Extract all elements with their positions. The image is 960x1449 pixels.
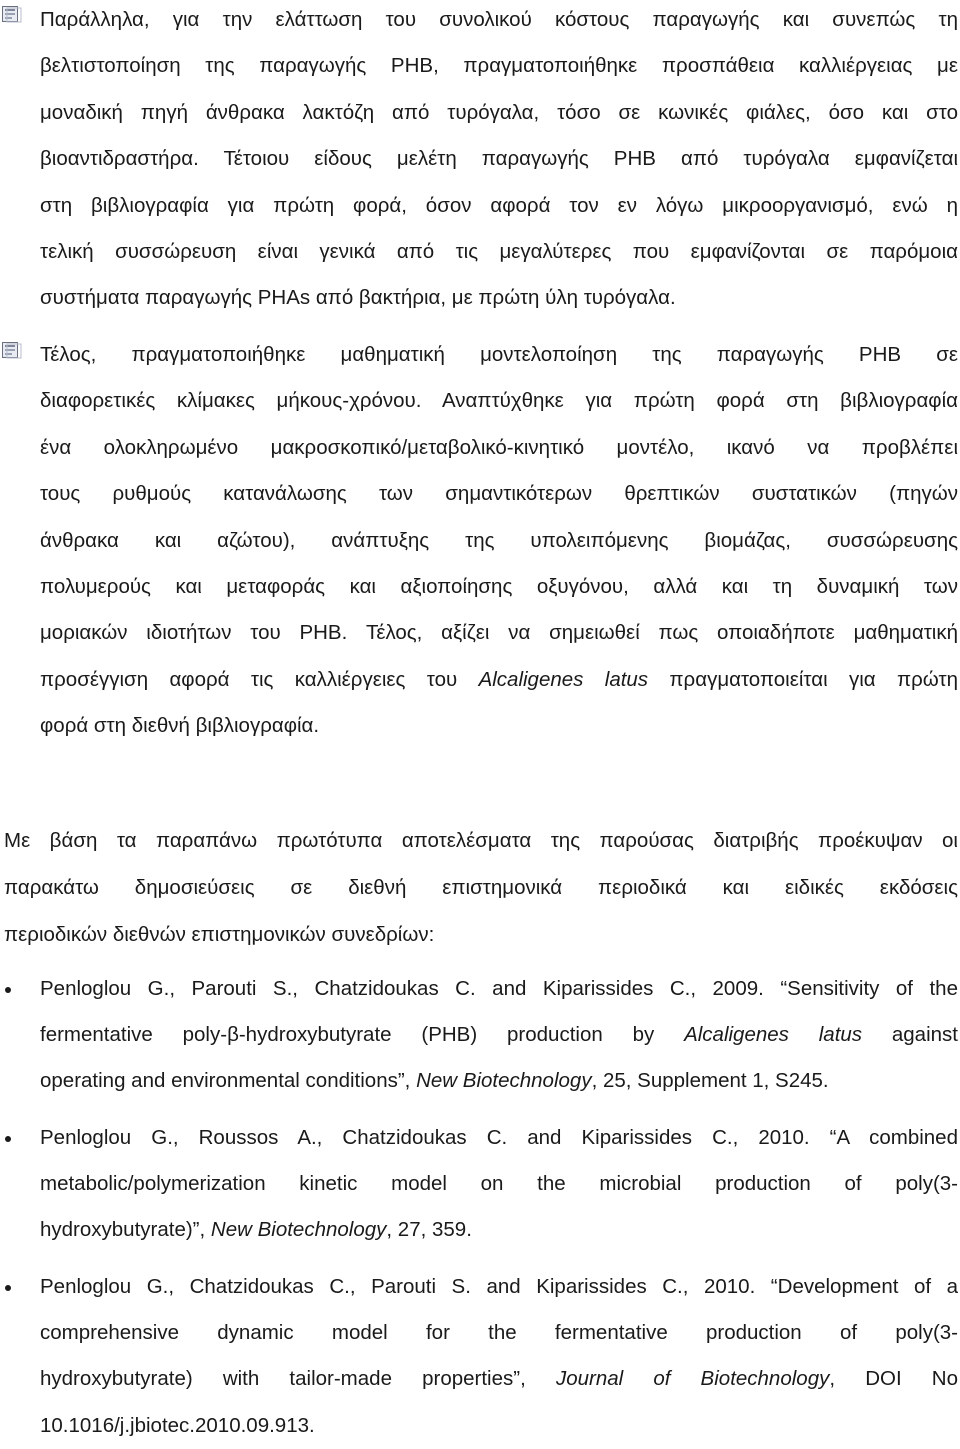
text-line: παρακάτω δημοσιεύσεις σε διεθνή επιστημονικά περιοδικά και ειδικές εκδόσεις	[4, 876, 958, 899]
round-bullet-icon	[5, 1136, 11, 1142]
text-line: Penloglou G., Roussos A., Chatzidoukas C. and Kiparissides C., 2010. “A combined	[40, 1126, 958, 1149]
text-line-with-species	[40, 657, 958, 703]
text-line: άνθρακα και αζώτου), ανάπτυξης της υπολειπόμενης βιομάζας, συσσώρευσης	[40, 528, 958, 552]
text-line	[40, 1207, 958, 1253]
text-segment: , 25, Supplement 1, S245.	[591, 1069, 829, 1093]
text-line: Penloglou G., Chatzidoukas C., Parouti S. and Kiparissides C., 2010. “Development of a	[40, 1275, 958, 1298]
text-line: Με βάση τα παραπάνω πρωτότυπα αποτελέσματα της παρούσας διατριβής προέκυψαν οι	[4, 829, 958, 852]
text-segment: operating and environmental conditions”,	[40, 1069, 417, 1093]
text-line: φορά στη διεθνή βιβλιογραφία.	[40, 714, 320, 738]
round-bullet-icon	[5, 987, 11, 993]
text-line: τελική συσσώρευση είναι γενικά από τις μεγαλύτερες που εμφανίζονται σε παρόμοια	[40, 240, 958, 264]
species-name: Alcaligenes latus	[478, 667, 649, 691]
text-line: διαφορετικές κλίμακες μήκους-χρόνου. Αναπτύχθηκε για πρώτη φορά στη βιβλιογραφία	[40, 389, 958, 413]
text-line	[40, 1058, 958, 1104]
text-line: comprehensive dynamic model for the fermentative production of poly(3-	[40, 1321, 958, 1345]
document-picture-bullet-icon	[2, 342, 22, 359]
text-line	[40, 1012, 958, 1058]
text-line: στη βιβλιογραφία για πρώτη φορά, όσον αφορά τον εν λόγω μικροοργανισμό, ενώ η	[40, 193, 958, 217]
text-segment: , 27, 359.	[386, 1218, 472, 1242]
journal-name: New Biotechnology	[416, 1069, 592, 1093]
text-line: συστήματα παραγωγής PHAs από βακτήρια, με πρώτη ύλη τυρόγαλα.	[40, 286, 676, 310]
text-segment: fermentative poly-β-hydroxybutyrate (PHB) production by	[40, 1023, 685, 1047]
text-line: βελτιστοποίηση της παραγωγής PHB, πραγματοποιήθηκε προσπάθεια καλλιέργειας με	[40, 54, 958, 78]
text-line: περιοδικών διεθνών επιστημονικών συνεδρίων:	[4, 923, 435, 946]
journal-name: Journal of Biotechnology	[555, 1367, 830, 1391]
reference-text	[40, 1115, 958, 1254]
species-name: Alcaligenes latus	[684, 1023, 863, 1047]
paragraph-text	[40, 332, 958, 750]
text-line: μοριακών ιδιοτήτων του PHB. Τέλος, αξίζει να σημειωθεί πως οποιαδήποτε μαθηματική	[40, 621, 958, 645]
text-line: Τέλος, πραγματοποιήθηκε μαθηματική μοντελοποίηση της παραγωγής PHB σε	[40, 343, 958, 366]
paragraph-text	[40, 0, 958, 322]
text-line	[40, 1356, 958, 1402]
round-bullet-icon	[5, 1285, 11, 1291]
text-line: τους ρυθμούς κατανάλωσης των σημαντικότερων θρεπτικών συστατικών (πηγών	[40, 482, 958, 506]
publications-intro	[4, 817, 958, 958]
text-line: πολυμερούς και μεταφοράς και αξιοποίησης οξυγόνου, αλλά και τη δυναμική των	[40, 575, 958, 599]
text-line: ένα ολοκληρωμένο μακροσκοπικό/μεταβολικό-κινητικό μοντέλο, ικανό να προβλέπει	[40, 435, 958, 459]
text-line: metabolic/polymerization kinetic model on the microbial production of poly(3-	[40, 1172, 958, 1196]
reference-text	[40, 966, 958, 1105]
text-line: μοναδική πηγή άνθρακα λακτόζη από τυρόγαλα, τόσο σε κωνικές φιάλες, όσο και στο	[40, 100, 958, 124]
journal-name: New Biotechnology	[210, 1218, 387, 1242]
text-segment: , DOI No	[829, 1367, 958, 1391]
text-line: Παράλληλα, για την ελάττωση του συνολικού κόστους παραγωγής και συνεπώς τη	[40, 8, 958, 31]
text-line: βιοαντιδραστήρα. Τέτοιου είδους μελέτη παραγωγής PHB από τυρόγαλα εμφανίζεται	[40, 147, 958, 171]
text-segment: πραγματοποιείται για πρώτη	[648, 667, 959, 691]
document-picture-bullet-icon	[2, 6, 22, 23]
text-segment: hydroxybutyrate) with tailor-made properties”,	[40, 1367, 556, 1391]
text-segment: hydroxybutyrate)”,	[40, 1218, 211, 1242]
doi-line: 10.1016/j.jbiotec.2010.09.913.	[40, 1413, 315, 1437]
reference-text	[40, 1264, 958, 1449]
text-segment: against	[862, 1023, 958, 1047]
text-segment: προσέγγιση αφορά τις καλλιέργειες του	[40, 667, 479, 691]
text-line: Penloglou G., Parouti S., Chatzidoukas C. and Kiparissides C., 2009. “Sensitivity of the	[40, 977, 958, 1000]
